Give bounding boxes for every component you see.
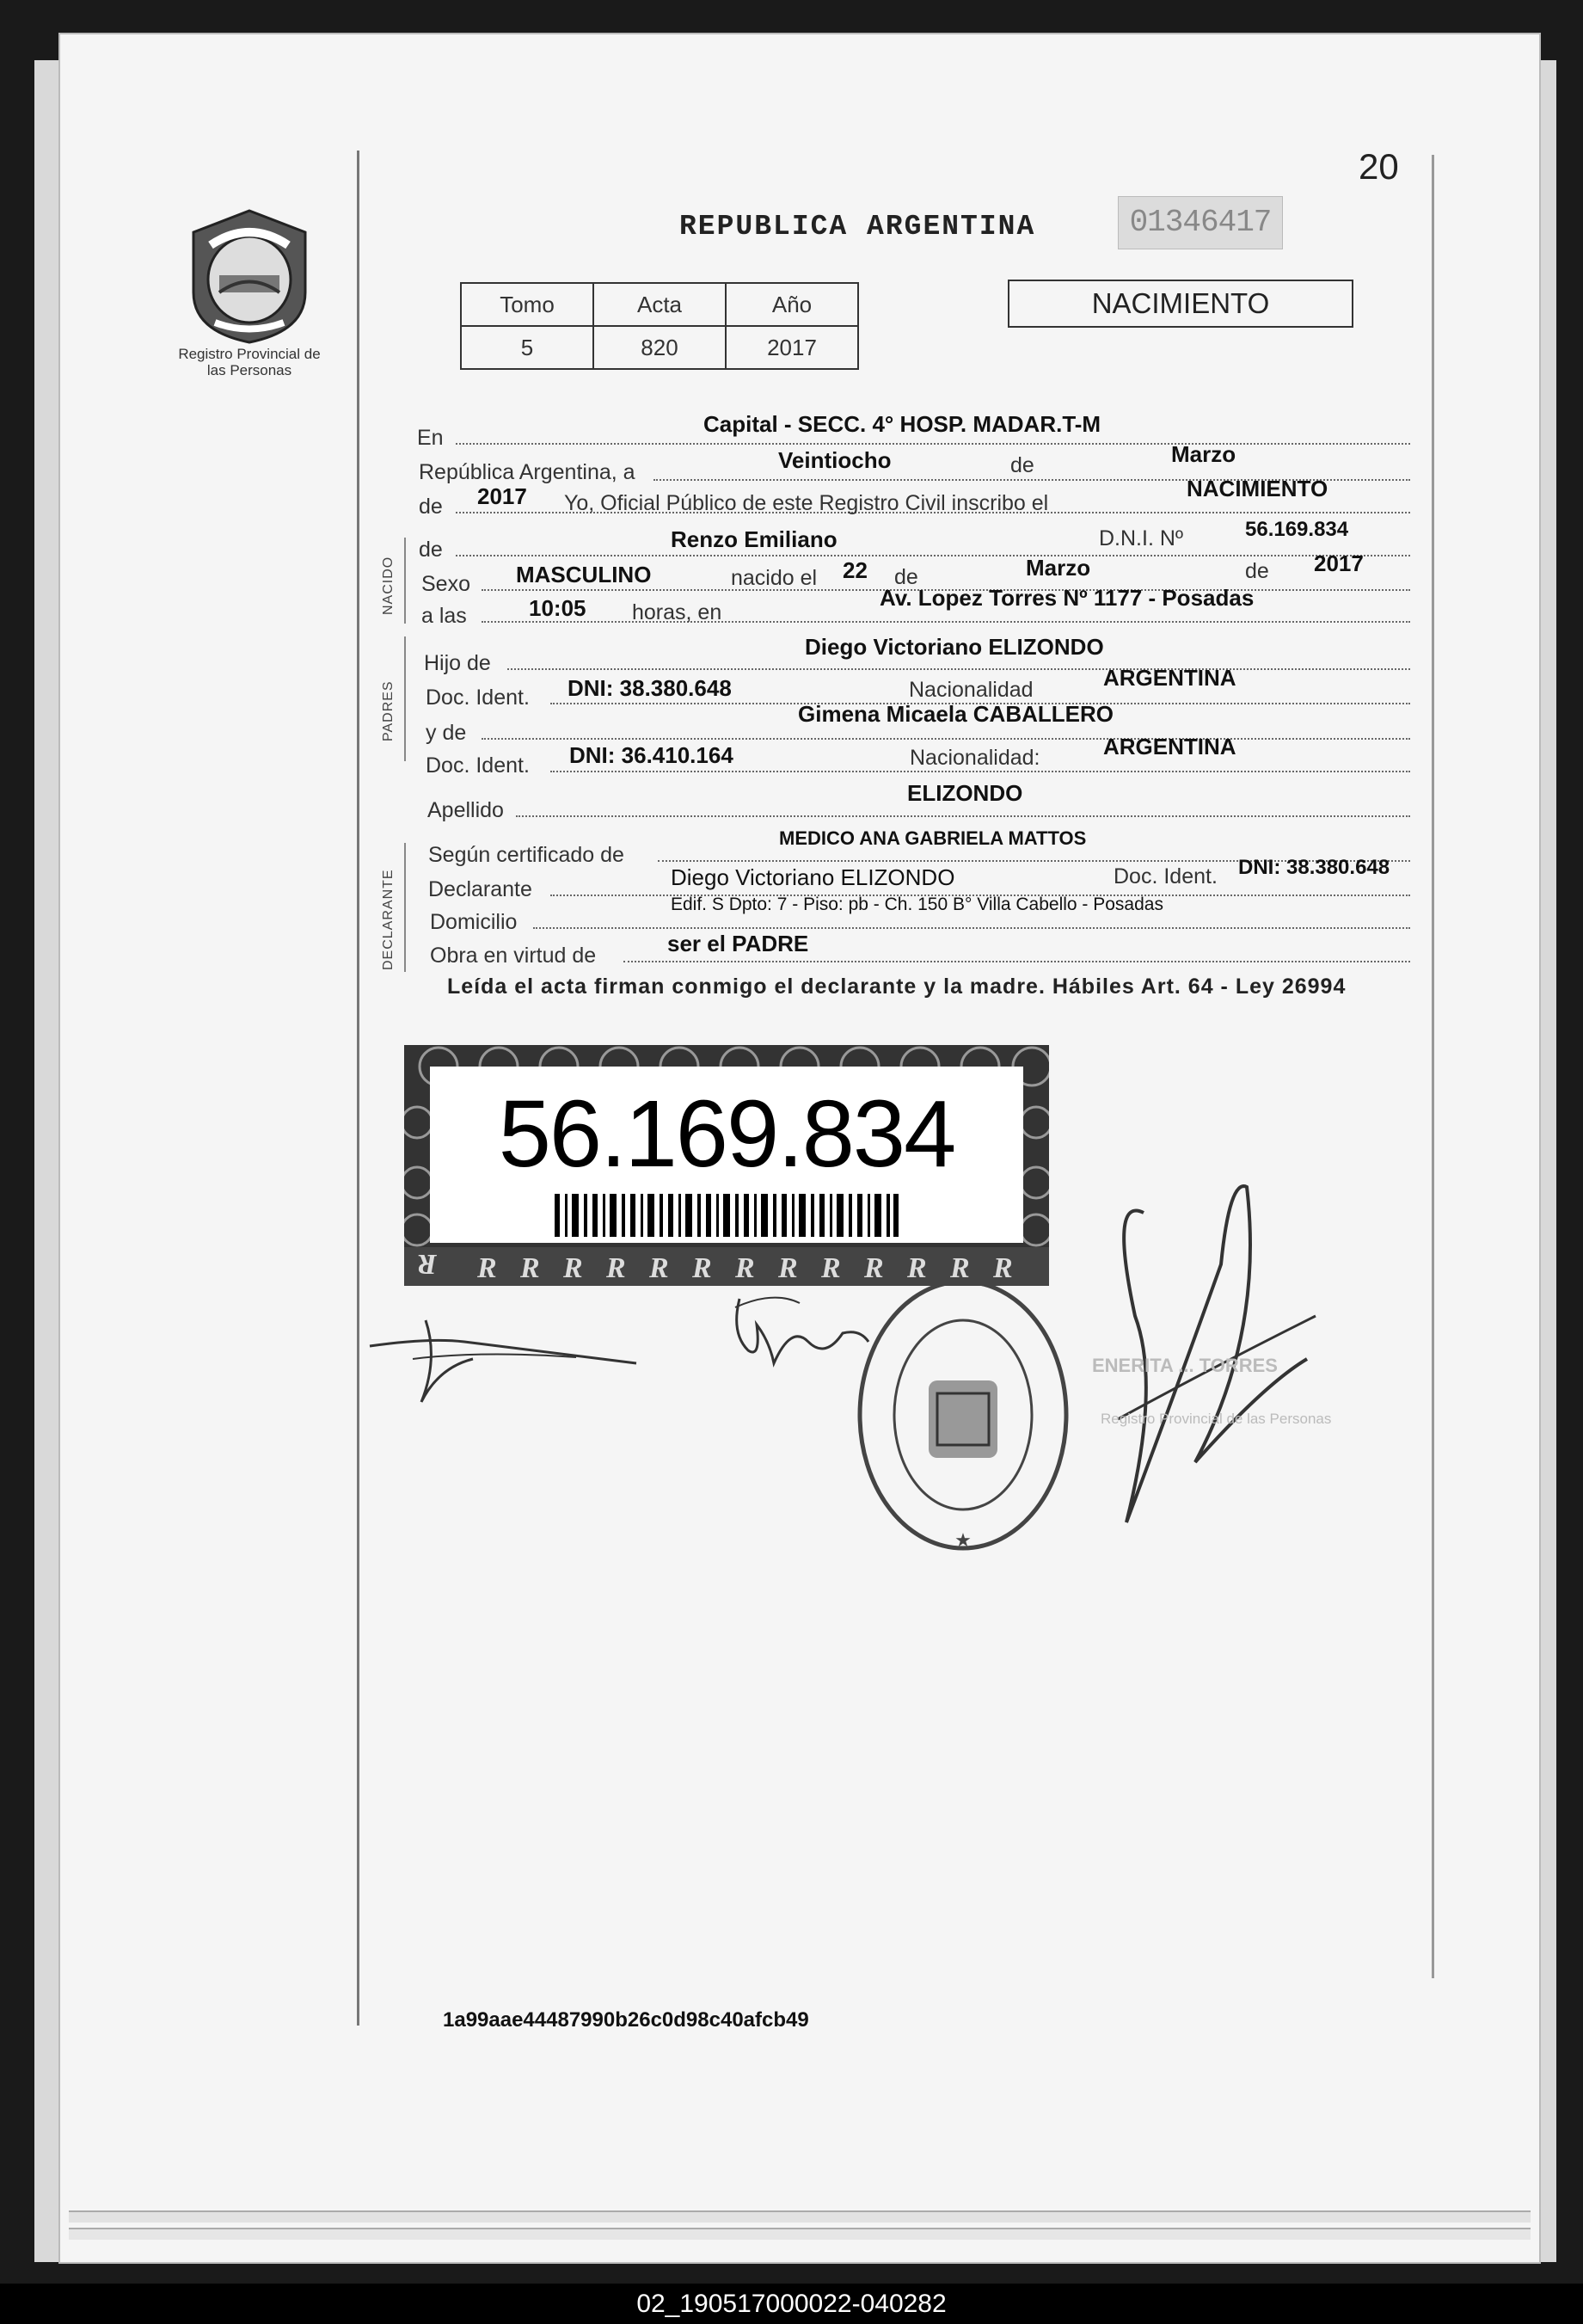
value-domicilio: Edif. S Dpto: 7 - Piso: pb - Ch. 150 B° Villa Cabello - Posadas <box>671 895 1163 914</box>
label-domicilio: Domicilio <box>430 910 518 934</box>
value-madre-nac: ARGENTINA <box>1103 734 1236 759</box>
registry-stamp <box>851 1273 1075 1557</box>
svg-text:R: R <box>735 1252 755 1284</box>
svg-text:R: R <box>520 1252 540 1284</box>
margin-line-right <box>1432 155 1434 1978</box>
value-hora: 10:05 <box>529 595 586 621</box>
label-horas-en: horas, en <box>632 600 722 624</box>
dotted-line <box>533 927 1410 929</box>
section-bar <box>404 636 406 761</box>
svg-text:R: R <box>821 1252 841 1284</box>
svg-text:R: R <box>563 1252 583 1284</box>
svg-text:R: R <box>950 1252 970 1284</box>
official-title: Registro Provincial de las Personas <box>1101 1411 1332 1427</box>
document-title: REPUBLICA ARGENTINA <box>679 211 1036 243</box>
dotted-line <box>482 621 1410 623</box>
value-padre: Diego Victoriano ELIZONDO <box>805 634 1104 660</box>
svg-text:R: R <box>649 1252 669 1284</box>
label-declarante: Declarante <box>428 877 532 901</box>
svg-text:R: R <box>993 1252 1013 1284</box>
dotted-line <box>550 771 1410 772</box>
page-edge <box>69 2210 1531 2223</box>
dotted-line <box>482 738 1410 740</box>
label-nacido-el: nacido el <box>731 566 818 590</box>
margin-line <box>357 151 359 2026</box>
value-padre-nac: ARGENTINA <box>1103 665 1236 691</box>
dotted-line <box>516 815 1410 817</box>
value-padre-dni: DNI: 38.380.648 <box>568 675 732 701</box>
table-header-acta: Acta <box>593 283 726 326</box>
label-de: de <box>1010 453 1034 477</box>
svg-text:R: R <box>692 1252 712 1284</box>
table-value-acta: 820 <box>593 326 726 369</box>
label-en: En <box>417 426 444 450</box>
svg-text:R: R <box>864 1252 884 1284</box>
barcode <box>555 1194 899 1237</box>
dni-label-sticker <box>404 1045 1049 1286</box>
side-label-declarante: DECLARANTE <box>381 869 396 970</box>
value-dia: Veintiocho <box>778 447 892 473</box>
label-segun: Según certificado de <box>428 843 624 867</box>
page-number: 20 <box>1359 146 1399 187</box>
image-filename: 02_190517000022-040282 <box>0 2284 1583 2324</box>
value-nac-anio: 2017 <box>1314 550 1364 576</box>
closing-statement: Leída el acta firman conmigo el declarante y la madre. Hábiles Art. 64 - Ley 26994 <box>447 974 1347 999</box>
dotted-line <box>456 555 1410 556</box>
value-sexo: MASCULINO <box>516 562 652 587</box>
label-yo: Yo, Oficial Público de este Registro Civil inscribo el <box>564 491 1049 515</box>
label-nacionalidad2: Nacionalidad: <box>910 746 1040 770</box>
logo-caption: Registro Provincial de las Personas <box>178 346 321 378</box>
side-label-nacido: NACIDO <box>381 556 396 615</box>
declarant-signature <box>361 1307 653 1419</box>
label-sexo: Sexo <box>421 572 470 596</box>
value-dni: 56.169.834 <box>1245 518 1349 541</box>
dni-number-panel <box>430 1067 1023 1243</box>
table-header-tomo: Tomo <box>461 283 593 326</box>
label-nacionalidad: Nacionalidad <box>909 678 1034 702</box>
provincial-seal-logo <box>185 206 314 344</box>
table-value-anio: 2017 <box>726 326 858 369</box>
label-a-las: a las <box>421 604 467 628</box>
value-madre-dni: DNI: 36.410.164 <box>569 742 733 768</box>
value-declarante-dni: DNI: 38.380.648 <box>1238 856 1390 879</box>
serial-number-stamp: 01346417 <box>1118 196 1283 249</box>
value-nac-dia: 22 <box>843 557 868 583</box>
page-edge <box>69 2228 1531 2240</box>
dotted-line <box>507 668 1410 670</box>
value-declarante: Diego Victoriano ELIZONDO <box>671 864 955 890</box>
dotted-line <box>456 443 1410 445</box>
svg-text:R: R <box>477 1252 497 1284</box>
dotted-line <box>623 961 1410 962</box>
label-y-de: y de <box>426 721 467 745</box>
value-obra: ser el PADRE <box>667 931 809 956</box>
label-doc-ident3: Doc. Ident. <box>1114 864 1218 888</box>
table-header-anio: Año <box>726 283 858 326</box>
value-lugar: Capital - SECC. 4° HOSP. MADAR.T-M <box>703 411 1101 437</box>
side-label-padres: PADRES <box>381 680 396 741</box>
svg-text:R: R <box>606 1252 626 1284</box>
table-value-tomo: 5 <box>461 326 593 369</box>
label-doc-ident2: Doc. Ident. <box>426 753 530 778</box>
document-hash: 1a99aae44487990b26c0d98c40afcb49 <box>443 2008 809 2032</box>
official-name: ENERITA ... TORRES <box>1092 1355 1278 1376</box>
value-madre: Gimena Micaela CABALLERO <box>798 701 1114 727</box>
label-de2: de <box>894 565 918 589</box>
section-bar <box>404 538 406 624</box>
svg-text:★: ★ <box>954 1529 972 1551</box>
value-acto: NACIMIENTO <box>1187 476 1328 501</box>
label-de-name: de <box>419 538 443 562</box>
label-obra: Obra en virtud de <box>430 944 597 968</box>
value-nac-mes: Marzo <box>1026 555 1091 581</box>
value-anio: 2017 <box>477 483 527 509</box>
label-de3: de <box>1245 559 1269 583</box>
value-apellido: ELIZONDO <box>907 780 1023 806</box>
value-mes: Marzo <box>1171 441 1236 467</box>
acta-reference-table <box>460 282 859 370</box>
dni-number: 56.169.834 <box>498 1081 955 1187</box>
svg-text:R: R <box>778 1252 798 1284</box>
section-bar <box>404 843 406 972</box>
record-type-box: NACIMIENTO <box>1008 280 1353 328</box>
value-certificado: MEDICO ANA GABRIELA MATTOS <box>779 827 1087 849</box>
svg-text:R: R <box>907 1252 927 1284</box>
value-nombre: Renzo Emiliano <box>671 526 838 552</box>
value-lugar-nac: Av. Lopez Torres Nº 1177 - Posadas <box>880 585 1255 611</box>
label-de-year: de <box>419 495 443 519</box>
svg-text:R: R <box>417 1248 437 1280</box>
label-hijo-de: Hijo de <box>424 651 491 675</box>
label-apellido: Apellido <box>427 798 504 822</box>
label-republica: República Argentina, a <box>419 460 635 484</box>
label-doc-ident: Doc. Ident. <box>426 686 530 710</box>
label-dni: D.N.I. Nº <box>1099 526 1184 550</box>
